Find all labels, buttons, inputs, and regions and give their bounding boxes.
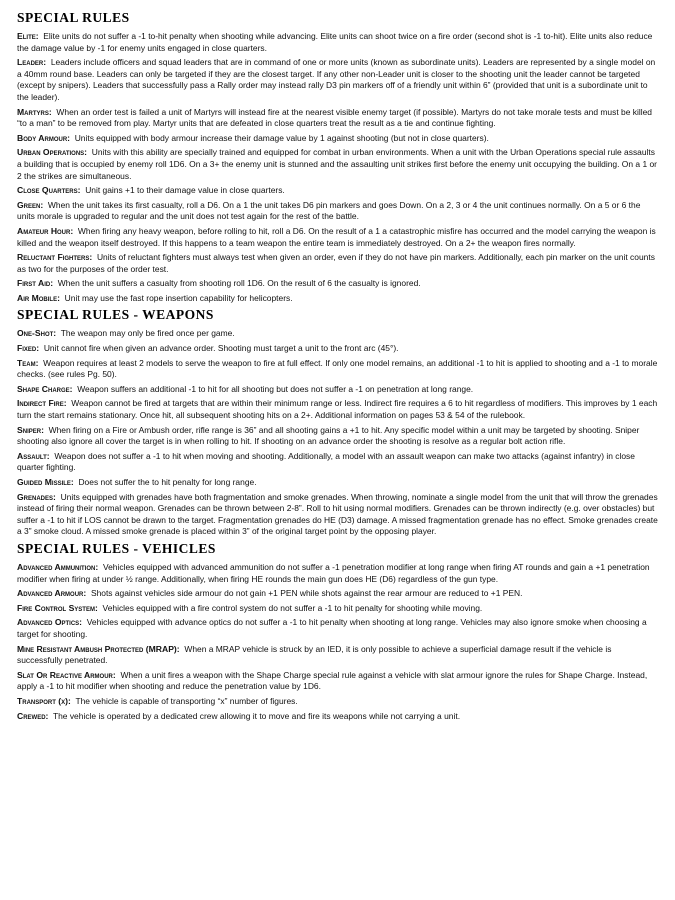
- rule-entry: [17, 617, 659, 640]
- rule-entry: [17, 398, 659, 421]
- rule-text: Unit gains +1 to their damage value in close quarters.: [85, 185, 285, 196]
- rule-name: First Aid:: [17, 278, 54, 289]
- rule-entry: [17, 107, 659, 130]
- rule-name: Reluctant Fighters:: [17, 252, 93, 263]
- rule-name: Indirect Fire:: [17, 398, 67, 409]
- rule-name: Transport (x):: [17, 695, 71, 706]
- rule-name: One-Shot:: [17, 328, 57, 339]
- rule-name: Mine Resistant Ambush Protected (MRAP):: [17, 643, 180, 654]
- rule-name: Advanced Optics:: [17, 617, 83, 628]
- rule-text: Units equipped with grenades have both fragmentation and smoke grenades. When throwing, nominate a single model from the unit that will throw the grenades instead of firing their normal weapon. Grenades can be thrown between 2-8”. Roll to hit using normal modifiers. Grenades can be thrown indirectly (e.g. over obstacles) but suffer a -1 to hit if LOS cannot be drawn to the target. Fragmentation grenades do HE (D3) damage. A missed fragmentation grenade has no effect. Smoke grenades create a 3” smoke cloud. A missed smoke grenade is placed within 3” of the original target point by the opposing player.: [17, 491, 658, 537]
- rule-name: Grenades:: [17, 491, 56, 502]
- rule-text: The weapon may only be fired once per game.: [60, 328, 235, 339]
- rule-entry: [17, 451, 659, 474]
- rule-entry: [17, 133, 659, 145]
- rule-name: Crewed:: [17, 710, 49, 721]
- rule-text: Weapon requires at least 2 models to serve the weapon to fire at full effect. If only one model remains, an additional -1 to hit is applied to shooting and a -1 to morale checks. (see rules Pg. 50).: [17, 357, 658, 380]
- rule-name: Urban Operations:: [17, 147, 88, 158]
- rule-text: When an order test is failed a unit of Martyrs will instead fire at the nearest visible enemy target (if possible). Martyrs do not take morale tests and must be killed “to a man” to be removed from play. Martyr units that are defeated in close quarters treat the result as a tie and continue fighting.: [17, 106, 652, 129]
- rule-text: Shots against vehicles side armour do not gain +1 PEN while shots against the rear armour are reduced to +1 PEN.: [90, 588, 523, 599]
- rule-entry: [17, 477, 659, 489]
- rule-entry: [17, 358, 659, 381]
- rule-name: Elite:: [17, 31, 39, 41]
- rule-text: When firing any heavy weapon, before rolling to hit, roll a D6. On the result of a 1 a catastrophic misfire has occurred and the model carrying the weapon is killed and the weapon itself destroyed. If this happens to a team weapon the entire team is immediately destroyed. On a 2+ the weapon fires normally.: [17, 225, 656, 248]
- rule-name: Fire Control System:: [17, 602, 98, 613]
- rule-text: When the unit suffers a casualty from shooting roll 1D6. On the result of 6 the casualty is ignored.: [57, 278, 421, 289]
- rule-text: When a unit fires a weapon with the Shape Charge special rule against a vehicle with slat armour ignore the rules for Shape Charge. Instead, apply a -1 to hit modifier when shooting and reduce the penetration value by 1D6.: [17, 669, 648, 692]
- rule-entry: [17, 252, 659, 275]
- section-title-weapons: SPECIAL RULES - WEAPONS: [17, 307, 214, 323]
- rule-text: Leaders include officers and squad leaders that are in command of one or more units (known as subordinate units). Leaders are represented by a single model on a 40mm round base. Leaders can only be targeted if they are the closest target. If any other non-Leader unit is closer to the shooting unit the leader cannot be targeted (except by snipers). Leaders that successfully pass a Rally order may instead rally D3 pin markers off of a friendly unit within 6” (provided that unit is a subordinate unit to the leader).: [17, 57, 656, 102]
- rule-text: The vehicle is operated by a dedicated crew allowing it to move and fire its weapons while not carrying a unit.: [52, 710, 461, 721]
- rule-entry: [17, 670, 659, 693]
- rule-entry: [17, 603, 659, 615]
- rule-text: Vehicles equipped with a fire control system do not suffer a -1 to hit penalty for shooting while moving.: [102, 602, 483, 613]
- rule-entry: [17, 425, 659, 448]
- rule-entry: [17, 293, 659, 305]
- rule-entry: [17, 226, 659, 249]
- rule-entry: [17, 185, 659, 197]
- rule-name: Shape Charge:: [17, 383, 73, 394]
- rule-entry: [17, 343, 659, 355]
- rule-name: Slat Or Reactive Armour:: [17, 669, 116, 680]
- rule-text: Weapon does not suffer a -1 to hit when moving and shooting. Additionally, a model with an assault weapon can make two attacks (against infantry) in close quarter fighting.: [17, 450, 635, 473]
- rule-text: Units of reluctant fighters must always test when given an order, even if they do not have pin markers. Additionally, each pin marker on the unit counts as two for the purposes of the order test.: [17, 252, 655, 274]
- rule-name: Body Armour:: [17, 132, 71, 143]
- rule-text: The vehicle is capable of transporting “x” number of figures.: [75, 695, 298, 706]
- rule-entry: [17, 278, 659, 290]
- rule-entry: [17, 492, 659, 538]
- rule-name: Sniper:: [17, 424, 44, 435]
- rule-name: Advanced Ammunition:: [17, 561, 99, 572]
- rule-text: Does not suffer the to hit penalty for long range.: [78, 477, 257, 487]
- rule-name: Fixed:: [17, 343, 40, 354]
- rule-name: Amateur Hour:: [17, 225, 74, 236]
- section-title-special-rules: SPECIAL RULES: [17, 10, 130, 25]
- rule-name: Close Quarters:: [17, 185, 81, 196]
- rule-name: Team:: [17, 357, 39, 368]
- rule-text: When a MRAP vehicle is struck by an IED, it is only possible to achieve a superficial damage result if the vehicle is successfully penetrated.: [17, 643, 612, 666]
- rule-text: Unit cannot fire when given an advance order. Shooting must target a unit to the front arc (45°).: [43, 343, 399, 354]
- rule-text: When firing on a Fire or Ambush order, rifle range is 36” and all shooting gains a +1 to hit. Any specific model within a unit may be targeted by shooting. Sniper shooting also ignore all cover the target is in when rolling to hit. If shooting on an advance order the shooting is resolve as a regular bolt action rifle.: [17, 424, 640, 447]
- rule-entry: [17, 562, 659, 585]
- section-title-vehicles: SPECIAL RULES - VEHICLES: [17, 540, 216, 556]
- rule-text: Vehicles equipped with advance optics do not suffer a -1 to hit penalty when shooting at long range. Vehicles may also ignore smoke when choosing a target for shooting.: [17, 617, 647, 639]
- rule-text: Elite units do not suffer a -1 to-hit penalty when shooting while advancing. Elite units can shoot twice on a fire order (second shot is -1 to-hit). Elite units also reduce the damage value by -1 for enemy units engaged in close quarters.: [17, 31, 653, 53]
- rule-entry: [17, 588, 659, 600]
- rule-text: Vehicles equipped with advanced ammunition do not suffer a -1 penetration modifier at long range when firing AT rounds and gain a +1 penetration modifier when firing at under ½ range. Additionally, when firing HE rounds the main gun does HE (D6) regardless of the gun type.: [17, 561, 650, 584]
- rule-entry: [17, 328, 659, 340]
- rule-name: Guided Missile:: [17, 477, 74, 487]
- rule-text: Weapon suffers an additional -1 to hit for all shooting but does not suffer a -1 on penetration at long range.: [77, 383, 474, 394]
- rule-name: Martyrs:: [17, 106, 52, 117]
- rule-text: When the unit takes its first casualty, roll a D6. On a 1 the unit takes D6 pin markers and goes Down. On a 2, 3 or 4 the unit continues normally. On a 5 or 6 the units morale is upgraded to regular and the unit does not test again for the rest of the battle.: [17, 199, 641, 222]
- rule-text: Weapon cannot be fired at targets that are within their minimum range or less. Indirect fire requires a 6 to hit regardless of modifiers. This improves by 1 each turn the start remains stationary. Once hit, all subsequent shooting hits on a 2+. Additional information on pages 53 & 54 of the rulebook.: [17, 398, 658, 421]
- rule-text: Units equipped with body armour increase their damage value by 1 against shooting (but not in close quarters).: [74, 132, 489, 143]
- rule-entry: [17, 696, 659, 708]
- rule-name: Green:: [17, 199, 44, 210]
- rule-entry: [17, 57, 659, 103]
- rule-entry: [17, 711, 659, 723]
- rule-entry: [17, 644, 659, 667]
- rule-entry: [17, 200, 659, 223]
- rule-name: Advanced Armour:: [17, 588, 87, 599]
- rule-name: Leader:: [17, 57, 47, 68]
- rule-name: Air Mobile:: [17, 292, 60, 303]
- rule-entry: [17, 147, 659, 182]
- rule-text: Unit may use the fast rope insertion capability for helicopters.: [64, 292, 293, 303]
- rule-entry: [17, 31, 659, 54]
- rule-name: Assault:: [17, 450, 50, 461]
- rule-text: Units with this ability are specially trained and equipped for combat in urban environments. When a unit with the Urban Operations special rule assaults a building that is occupied by enemy roll 1D6. On a 3+ the enemy unit is stunned and the assaulting unit strikes first before the enemy unit occupying the building. On a 1 or 2 the strikes are simultaneous.: [17, 147, 657, 181]
- rule-entry: [17, 384, 659, 396]
